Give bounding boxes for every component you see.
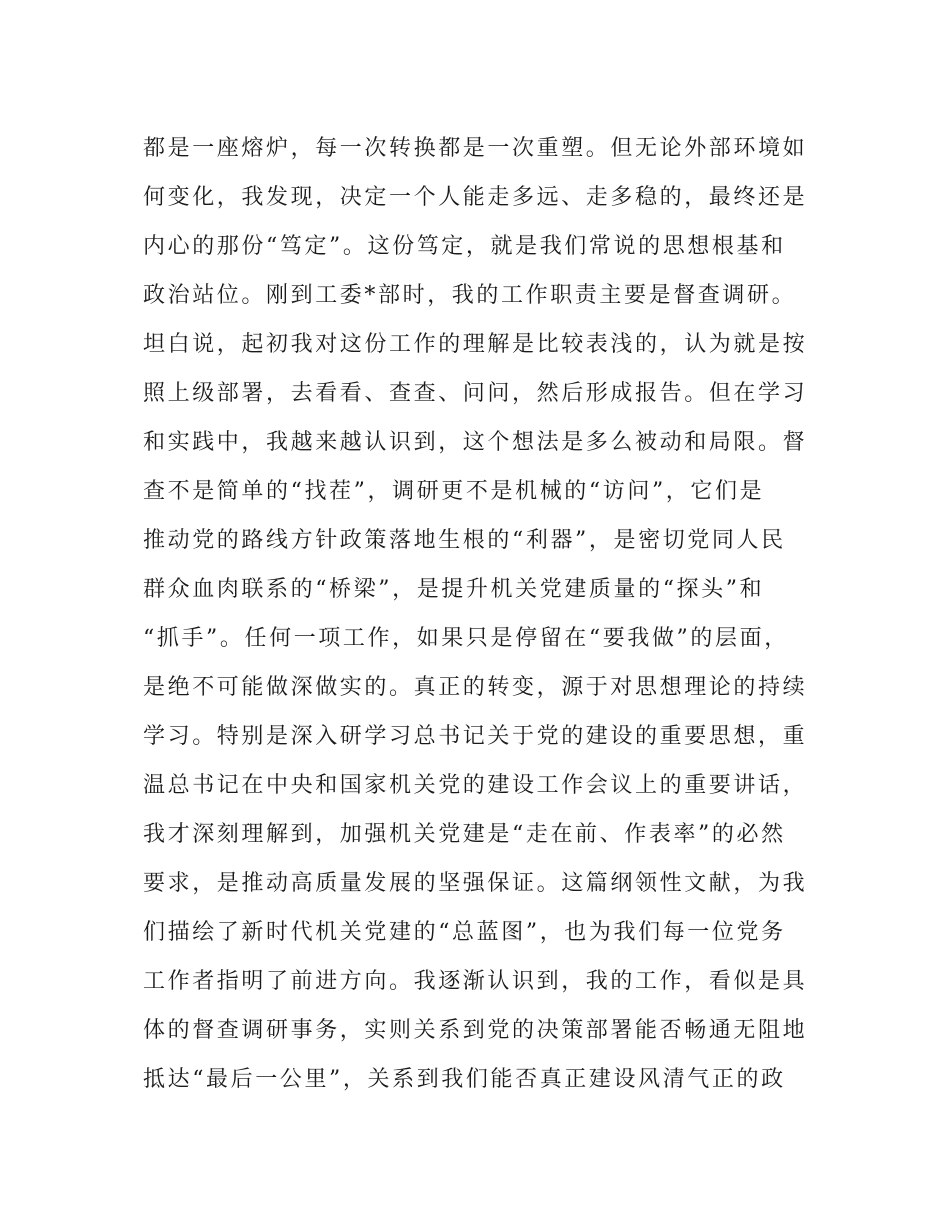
text-line: “抓手”。任何一项工作，如果只是停留在“要我做”的层面， <box>143 626 789 651</box>
body-text <box>143 124 833 1104</box>
text-line: 要求，是推动高质量发展的坚强保证。这篇纲领性文献，为我 <box>143 871 808 896</box>
text-line: 何变化，我发现，决定一个人能走多远、走多稳的，最终还是 <box>143 185 808 210</box>
text-line: 坦白说，起初我对这份工作的理解是比较表浅的，认为就是按 <box>143 332 808 357</box>
text-line: 们描绘了新时代机关党建的“总蓝图”，也为我们每一位党务 <box>143 920 786 945</box>
text-line: 学习。特别是深入研学习总书记关于党的建设的重要思想，重 <box>143 724 808 749</box>
text-line: 我才深刻理解到，加强机关党建是“走在前、作表率”的必然 <box>143 822 786 847</box>
text-line: 照上级部署，去看看、查查、问问，然后形成报告。但在学习 <box>143 381 808 406</box>
text-line: 工作者指明了前进方向。我逐渐认识到，我的工作，看似是具 <box>143 969 808 994</box>
text-line: 政治站位。刚到工委*部时，我的工作职责主要是督查调研。 <box>143 283 797 308</box>
text-line: 是绝不可能做深做实的。真正的转变，源于对思想理论的持续 <box>143 675 808 700</box>
text-line: 查不是简单的“找茬”，调研更不是机械的“访问”，它们是 <box>143 479 765 504</box>
text-line: 内心的那份“笃定”。这份笃定，就是我们常说的思想根基和 <box>143 234 786 259</box>
text-line: 温总书记在中央和国家机关党的建设工作会议上的重要讲话， <box>143 773 808 798</box>
text-line: 和实践中，我越来越认识到，这个想法是多么被动和局限。督 <box>143 430 808 455</box>
text-line: 都是一座熔炉，每一次转换都是一次重塑。但无论外部环境如 <box>143 136 808 161</box>
text-line: 抵达“最后一公里”，关系到我们能否真正建设风清气正的政 <box>143 1067 786 1092</box>
text-line: 群众血肉联系的“桥梁”，是提升机关党建质量的“探头”和 <box>143 577 765 602</box>
text-line: 体的督查调研事务，实则关系到党的决策部署能否畅通无阻地 <box>143 1018 808 1043</box>
text-line: 推动党的路线方针政策落地生根的“利器”，是密切党同人民 <box>143 528 786 553</box>
